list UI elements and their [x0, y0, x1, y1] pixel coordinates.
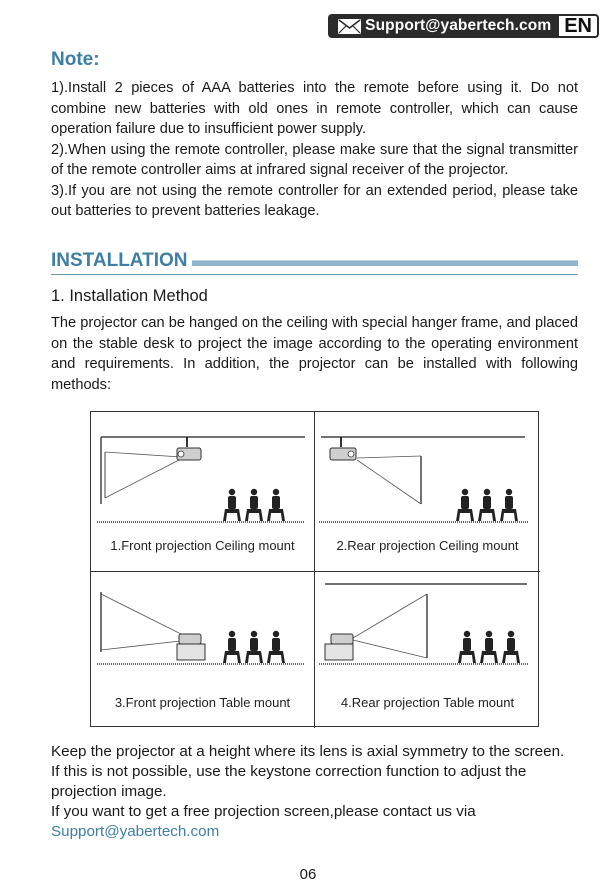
diagram-caption: 3.Front projection Table mount	[114, 695, 291, 710]
closing-line: If you want to get a free projection screen,please contact us via	[51, 803, 476, 820]
support-email-badge[interactable]	[328, 14, 559, 38]
diagram-caption: 1.Front projection Ceiling mount	[110, 538, 295, 553]
front-ceiling-illustration	[91, 412, 314, 532]
diagram-rear-ceiling	[315, 412, 540, 572]
section-divider	[192, 260, 579, 266]
installation-section-header	[51, 250, 578, 272]
support-email-link[interactable]: Support@yabertech.com	[51, 823, 220, 840]
diagram-front-ceiling	[91, 412, 315, 572]
diagram-front-table	[91, 572, 315, 728]
page-number: 06	[299, 866, 317, 883]
note-item: 2).When using the remote controller, please make sure that the signal transmitter of the remote controller aims at infrared signal receiver of the projector.	[51, 141, 578, 178]
closing-text	[51, 742, 591, 842]
closing-line: If this is not possible, use the keystone correction function to adjust the projection image.	[51, 763, 527, 800]
diagram-rear-table	[315, 572, 540, 728]
section-underline	[51, 274, 578, 275]
language-badge: EN	[559, 14, 599, 38]
closing-line: Keep the projector at a height where its lens is axial symmetry to the screen.	[51, 743, 565, 760]
installation-intro: The projector can be hanged on the ceiling with special hanger frame, and placed on the stable desk to project the image according to the operating environment and requirements. In addition, the projector can be installed with following methods:	[51, 315, 578, 393]
support-header	[328, 14, 599, 38]
rear-ceiling-illustration	[315, 412, 539, 532]
diagram-caption: 2.Rear projection Ceiling mount	[336, 538, 519, 553]
note-title: Note:	[51, 49, 100, 70]
rear-table-illustration	[315, 572, 539, 690]
note-list	[51, 78, 578, 222]
installation-method-heading: 1. Installation Method	[51, 287, 208, 305]
support-email-text: Support@yabertech.com	[365, 17, 552, 34]
diagram-caption: 4.Rear projection Table mount	[340, 695, 515, 710]
note-item: 1).Install 2 pieces of AAA batteries into the remote before using it. Do not combine new batteries with old ones in remote controller, which can cause operation failure due to insufficient power supply.	[51, 80, 578, 137]
section-title: INSTALLATION	[51, 250, 188, 271]
note-item: 3).If you are not using the remote controller for an extended period, please take out batteries to prevent batteries leakage.	[51, 182, 578, 219]
front-table-illustration	[91, 572, 314, 690]
installation-diagrams	[90, 411, 539, 727]
mail-icon	[338, 19, 361, 34]
